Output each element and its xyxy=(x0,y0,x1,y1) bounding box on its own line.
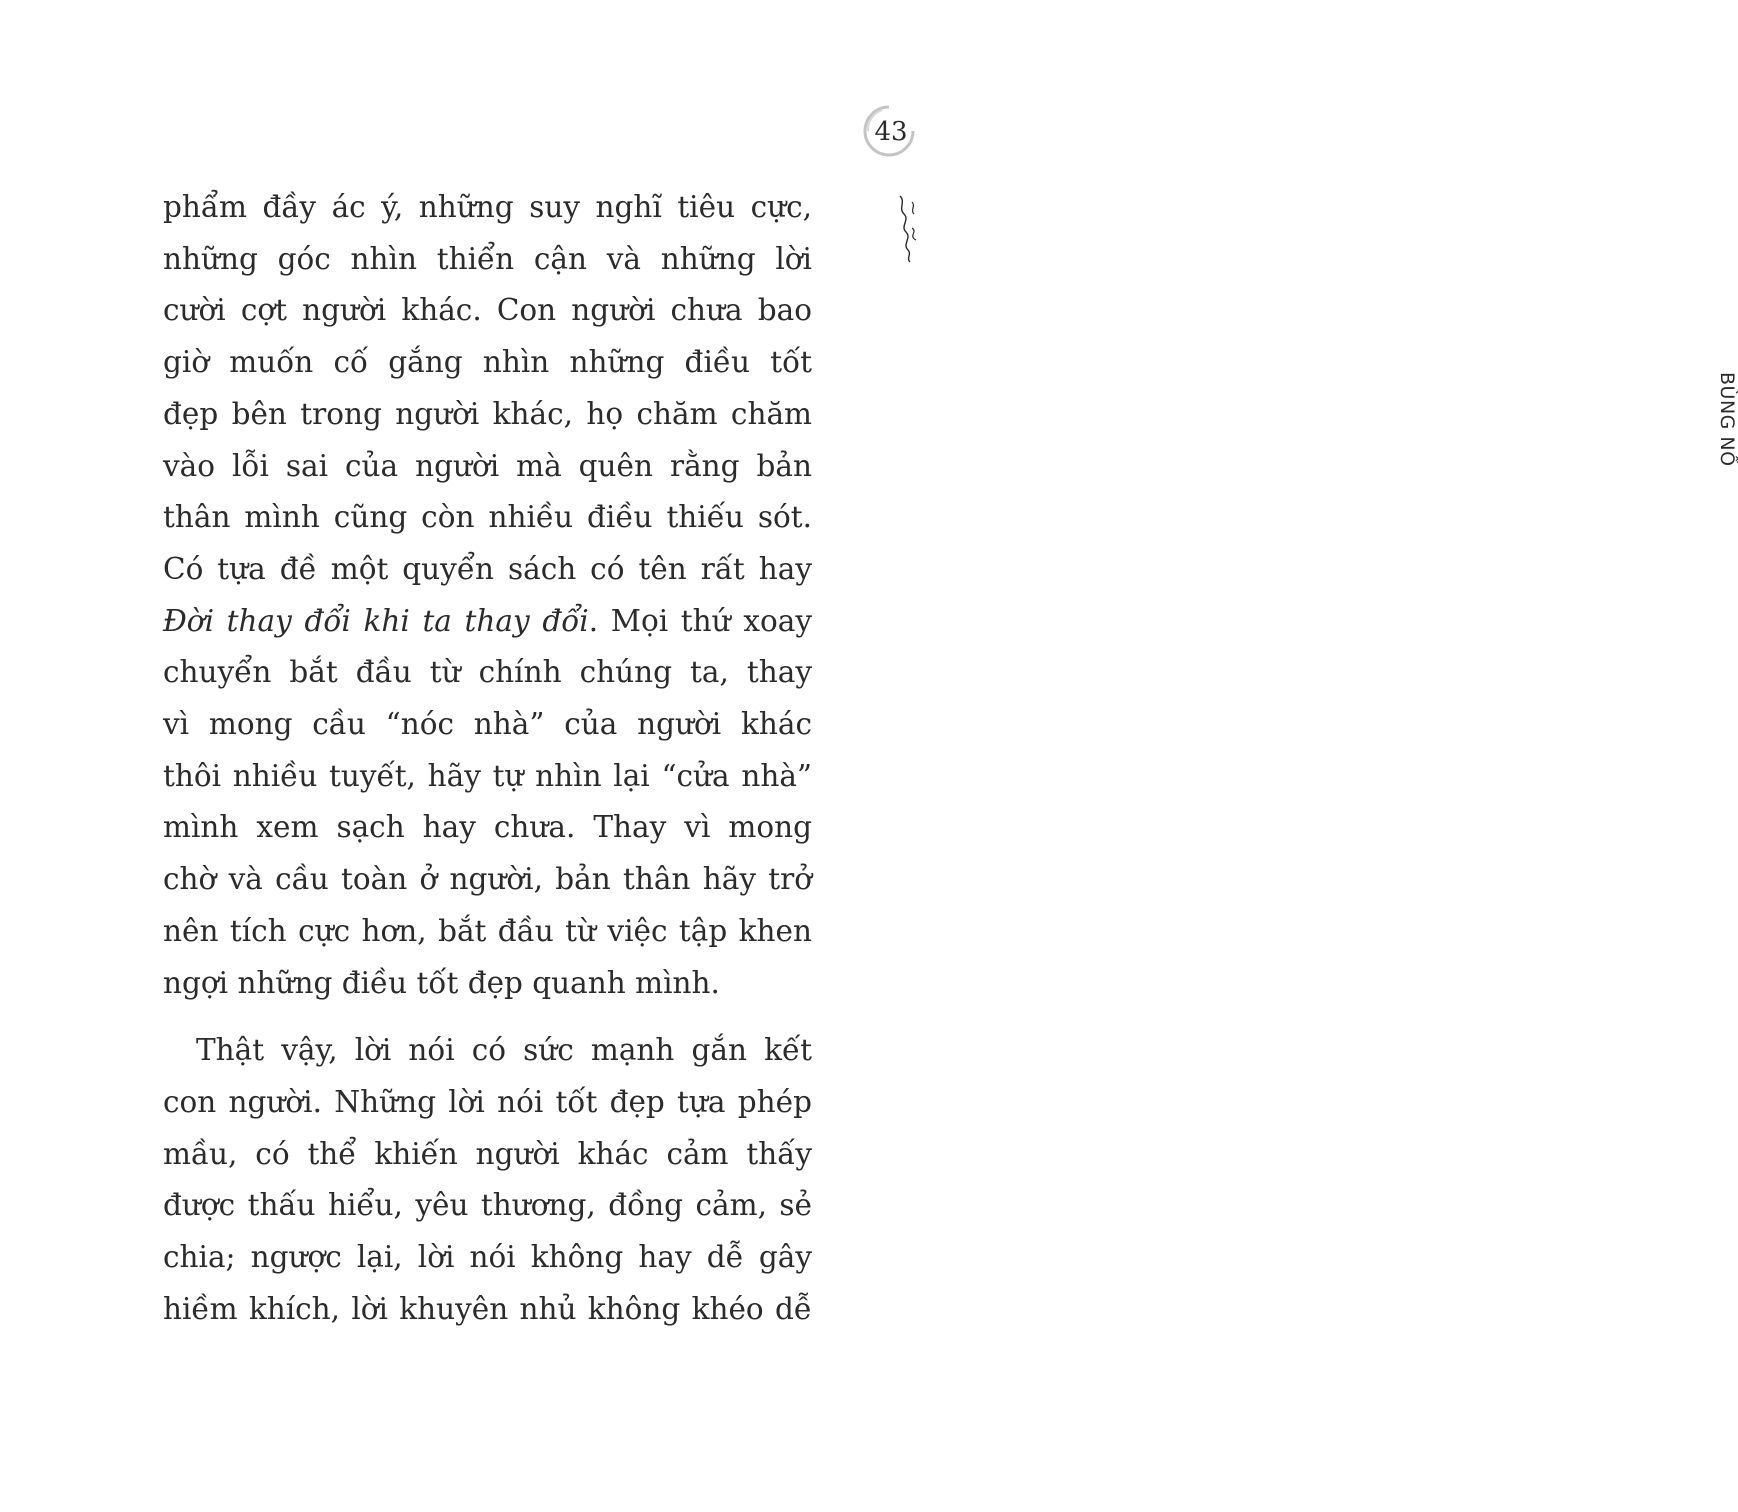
text-line: thân mình cũng còn nhiều điều thiếu sót. xyxy=(163,500,812,535)
text-line: chờ và cầu toàn ở người, bản thân hãy trở xyxy=(163,862,812,897)
text-line: vì mong cầu “nóc nhà” của người khác xyxy=(163,707,812,742)
text-line: vào lỗi sai của người mà quên rằng bản xyxy=(163,448,812,483)
body-text xyxy=(163,182,812,1335)
paragraph-gap xyxy=(163,1009,812,1025)
paragraph-1 xyxy=(163,182,812,1009)
text-line: mầu, có thể khiến người khác cảm thấy xyxy=(163,1136,812,1171)
text-line: mình xem sạch hay chưa. Thay vì mong xyxy=(163,810,812,845)
text-line: giờ muốn cố gắng nhìn những điều tốt xyxy=(163,345,812,380)
page-number-badge xyxy=(862,104,916,158)
text-line: thôi nhiều tuyết, hãy tự nhìn lại “cửa nhà” xyxy=(163,758,812,793)
text-line-with-book-title xyxy=(163,596,812,648)
text-line: những góc nhìn thiển cận và những lời xyxy=(163,241,812,276)
text-line: Thật vậy, lời nói có sức mạnh gắn kết xyxy=(196,1033,812,1068)
running-title: BÙNG NỔ xyxy=(1716,372,1738,467)
text-line: chuyển bắt đầu từ chính chúng ta, thay xyxy=(163,655,812,690)
text-line: phẩm đầy ác ý, những suy nghĩ tiêu cực, xyxy=(163,190,812,224)
text-line: hiềm khích, lời khuyên nhủ không khéo dễ xyxy=(163,1291,812,1326)
paragraph-2 xyxy=(163,1025,812,1335)
text-line: nên tích cực hơn, bắt đầu từ việc tập khen xyxy=(163,913,812,948)
text-line: đẹp bên trong người khác, họ chăm chăm xyxy=(163,396,812,431)
book-title: Đời thay đổi khi ta thay đổi xyxy=(163,603,589,638)
text-line: Có tựa đề một quyển sách có tên rất hay xyxy=(163,551,812,586)
text-line: cười cợt người khác. Con người chưa bao xyxy=(163,293,812,328)
text-line: con người. Những lời nói tốt đẹp tựa phép xyxy=(163,1084,812,1119)
text-line: chia; ngược lại, lời nói không hay dễ gây xyxy=(163,1240,812,1275)
text-after-title: . Mọi thứ xoay xyxy=(588,603,812,638)
handwritten-author-signature-icon xyxy=(892,192,922,266)
text-line: ngợi những điều tốt đẹp quanh mình. xyxy=(163,965,720,1000)
page-number: 43 xyxy=(874,117,908,147)
text-line: được thấu hiểu, yêu thương, đồng cảm, sẻ xyxy=(163,1188,812,1223)
